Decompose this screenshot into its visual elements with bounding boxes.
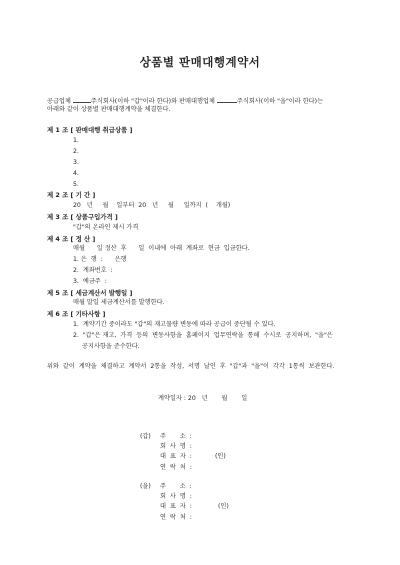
intro-agent-desc: 주식회사(이하 "을"이라 한다)는	[236, 98, 324, 105]
party-a-label: (갑)	[140, 433, 151, 440]
article-5-heading: 제 5 조 [ 세금계산서 발행일 ]	[47, 289, 133, 297]
article-2-body: 20 년 월 일부터 20 년 월 일까지 ( 개월)	[73, 202, 231, 209]
party-b-label: (을)	[140, 483, 151, 490]
party-b-seal: (인)	[218, 503, 229, 510]
article-5-body: 매월 말일 세금계산서를 발행한다.	[73, 299, 165, 306]
article-6-item-2: 2. "갑"은 재고, 가격 등의 변동사항을 홈페이지 업무연락을 통해 수시로 공지하며, "을"은	[73, 332, 333, 339]
party-a-seal: (인)	[215, 453, 226, 460]
intro-line-1	[47, 96, 323, 106]
closing-statement: 위와 같이 계약을 체결하고 계약서 2통을 작성, 서명 날인 후 "갑"과 "을"이 각각 1통씩 보관한다.	[47, 363, 335, 370]
article-4-bank: 1. 은 행 : 은행	[73, 256, 127, 263]
party-b-ceo: 대 표 자 :	[160, 503, 192, 510]
intro-supplier-label: 공급업체	[47, 98, 71, 105]
article-6-heading: 제 6 조 [ 기타사항 ]	[47, 310, 106, 318]
party-a-company: 회 사 명 :	[160, 443, 192, 450]
article-1-item: 5.	[73, 181, 79, 188]
party-b-phone: 연 락 처 :	[160, 514, 192, 521]
article-3-body: "갑"의 온라인 제시 가격	[73, 224, 139, 231]
article-4-account-holder: 3. 예금주 :	[73, 278, 107, 285]
party-a-address: 주 소 :	[160, 433, 192, 440]
contract-date: 계약일자 : 20 년 월 일	[158, 395, 248, 402]
article-6-item-2-continued: 공지사항을 준수한다.	[82, 343, 140, 350]
article-1-heading: 제 1 조 [ 판매대행 취급상품 ]	[47, 126, 133, 134]
article-1-item: 3.	[73, 159, 79, 166]
article-1-item: 4.	[73, 170, 79, 177]
article-6-item-1: 1. 계약기간 중이라도 "갑"의 재고물량 변동에 따라 공급이 중단될 수 있다.	[73, 321, 276, 328]
intro-supplier-desc: 주식회사(이하 "갑"이라 한다)와 판매대행업체	[90, 98, 215, 105]
article-4-heading: 제 4 조 [ 정 산 ]	[47, 235, 96, 243]
party-b-address: 주 소 :	[160, 483, 192, 490]
agent-name-blank	[217, 96, 237, 103]
article-4-body: 매월 일 정산 후 일 이내에 아래 계좌로 현금 입금한다.	[73, 245, 250, 252]
article-4-account-number: 2. 계좌번호 :	[73, 267, 113, 274]
party-a-phone: 연 락 처 :	[160, 464, 192, 471]
intro-line-2: 아래와 같이 상품별 판매대행계약을 체결한다.	[47, 106, 171, 113]
party-b-company: 회 사 명 :	[160, 493, 192, 500]
article-3-heading: 제 3 조 [ 상품구입가격 ]	[47, 213, 118, 221]
document-title: 상품별 판매대행계약서	[139, 55, 261, 69]
article-1-item: 1.	[73, 137, 79, 144]
party-a-ceo: 대 표 자 :	[160, 453, 192, 460]
article-2-heading: 제 2 조 [ 기 간 ]	[47, 191, 96, 199]
supplier-name-blank	[73, 96, 91, 103]
article-1-item: 2.	[73, 148, 79, 155]
